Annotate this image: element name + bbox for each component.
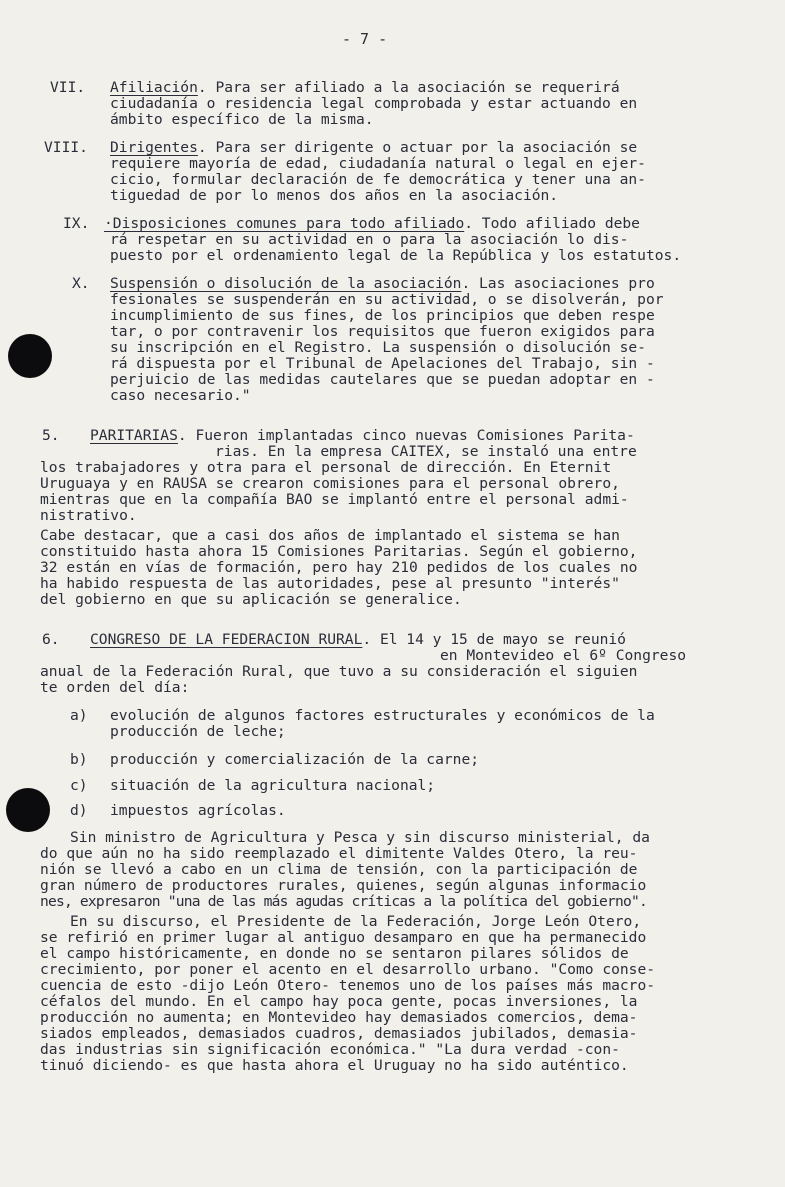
section-6-paragraph-line: crecimiento, por poner el acento en el desarrollo urbano. "Como conse-	[40, 961, 656, 978]
section-x-line: su inscripción en el Registro. La suspensión o disolución se-	[110, 339, 646, 356]
punch-hole	[6, 788, 50, 832]
section-5-line	[90, 428, 635, 444]
section-viii-line: requiere mayoría de edad, ciudadanía natural o legal en ejer-	[110, 155, 646, 172]
section-6-text: . El 14 y 15 de mayo se reunió	[362, 631, 626, 648]
section-6-paragraph-line: Sin ministro de Agricultura y Pesca y sin discurso ministerial, da	[70, 829, 650, 846]
section-vii-heading: Afiliación	[110, 79, 198, 96]
agenda-item-label: a)	[70, 707, 88, 724]
section-6-line: te orden del día:	[40, 679, 190, 696]
section-x-line: tar, o por contravenir los requisitos que fueron exigidos para	[110, 323, 655, 340]
section-vii-line: ciudadanía o residencia legal comprobada y estar actuando en	[110, 95, 638, 112]
section-6-paragraph-line: do que aún no ha sido reemplazado el dimitente Valdes Otero, la reu-	[40, 845, 638, 862]
section-viii-text: . Para ser dirigente o actuar por la asociación se	[197, 139, 638, 156]
section-6-paragraph-line: céfalos del mundo. En el campo hay poca gente, pocas inversiones, la	[40, 993, 638, 1010]
section-5-line: constituido hasta ahora 15 Comisiones Paritarias. Según el gobierno,	[40, 543, 638, 560]
section-6-line: en Montevideo el 6º Congreso	[440, 647, 687, 664]
agenda-item-text: impuestos agrícolas.	[110, 802, 286, 819]
section-6-heading: CONGRESO DE LA FEDERACION RURAL	[90, 631, 363, 648]
section-x-line: incumplimiento de sus fines, de los principios que deben respe	[110, 307, 655, 324]
section-viii-line	[110, 140, 637, 156]
section-vii-line	[110, 80, 620, 96]
section-5-heading: PARITARIAS	[90, 427, 178, 444]
section-5-line: ha habido respuesta de las autoridades, pese al presunto "interés"	[40, 575, 620, 592]
section-ix-heading: ·Disposiciones comunes para todo afiliado	[104, 215, 465, 232]
agenda-item-text: evolución de algunos factores estructurales y económicos de la	[110, 707, 655, 724]
section-6-line: anual de la Federación Rural, que tuvo a su consideración el siguien	[40, 663, 638, 680]
section-5-line: 32 están en vías de formación, pero hay 210 pedidos de los cuales no	[40, 559, 638, 576]
section-vii-number: VII.	[50, 79, 86, 96]
agenda-item-label: c)	[70, 777, 88, 794]
section-6-paragraph-line: siados empleados, demasiados cuadros, demasiados jubilados, demasia-	[40, 1025, 638, 1042]
section-viii-line: cicio, formular declaración de fe democrática y tener una an-	[110, 171, 646, 188]
agenda-item-label: b)	[70, 751, 88, 768]
section-6-paragraph-line: se refirió en primer lugar al antiguo desamparo en que ha permanecido	[40, 929, 647, 946]
section-6-paragraph-line: producción no aumenta; en Montevideo hay demasiados comercios, dema-	[40, 1009, 638, 1026]
section-5-number: 5.	[42, 427, 60, 444]
section-6-paragraph-line: nes, expresaron "una de las más agudas críticas a la política del gobierno".	[40, 893, 647, 910]
section-5-line: rias. En la empresa CAITEX, se instaló una entre	[215, 443, 637, 460]
section-6-line	[90, 632, 626, 648]
section-viii-number: VIII.	[44, 139, 88, 156]
section-x-line	[110, 276, 655, 292]
section-x-heading: Suspensión o disolución de la asociación	[110, 275, 462, 292]
section-ix-number: IX.	[63, 215, 90, 232]
section-6-paragraph-line: nión se llevó a cabo en un clima de tensión, con la participación de	[40, 861, 638, 878]
section-x-line: fesionales se suspenderán en su actividad, o se disolverán, por	[110, 291, 664, 308]
section-ix-line	[104, 216, 640, 232]
section-x-line: caso necesario."	[110, 387, 251, 404]
section-6-paragraph-line: das industrias sin significación económica." "La dura verdad -con-	[40, 1041, 620, 1058]
section-6-paragraph-line: gran número de productores rurales, quienes, según algunas informacio	[40, 877, 647, 894]
section-viii-line: tiguedad de por lo menos dos años en la asociación.	[110, 187, 559, 204]
section-vii-line: ámbito específico de la misma.	[110, 111, 374, 128]
section-x-number: X.	[72, 275, 90, 292]
section-vii-text: . Para ser afiliado a la asociación se requerirá	[197, 79, 620, 96]
section-5-line: mientras que en la compañía BAO se implantó entre el personal admi-	[40, 491, 629, 508]
agenda-item-text: producción de leche;	[110, 723, 286, 740]
section-5-line: nistrativo.	[40, 507, 137, 524]
section-x-text: . Las asociaciones pro	[461, 275, 655, 292]
section-5-line: Cabe destacar, que a casi dos años de implantado el sistema se han	[40, 527, 620, 544]
section-6-paragraph-line: En su discurso, el Presidente de la Federación, Jorge León Otero,	[70, 913, 642, 930]
section-5-text: . Fueron implantadas cinco nuevas Comisiones Parita-	[177, 427, 635, 444]
agenda-item-text: producción y comercialización de la carne;	[110, 751, 480, 768]
section-6-paragraph-line: el campo históricamente, en donde no se sentaron pilares sólidos de	[40, 945, 629, 962]
section-ix-line: rá respetar en su actividad en o para la asociación lo dis-	[110, 231, 629, 248]
section-ix-text: . Todo afiliado debe	[464, 215, 640, 232]
section-ix-line: puesto por el ordenamiento legal de la República y los estatutos.	[110, 247, 682, 264]
page-number: - 7 -	[342, 30, 388, 48]
agenda-item-label: d)	[70, 802, 88, 819]
section-x-line: perjuicio de las medidas cautelares que se puedan adoptar en -	[110, 371, 655, 388]
section-6-paragraph-line: tinuó diciendo- es que hasta ahora el Uruguay no ha sido auténtico.	[40, 1057, 629, 1074]
section-x-line: rá dispuesta por el Tribunal de Apelaciones del Trabajo, sin -	[110, 355, 655, 372]
section-viii-heading: Dirigentes	[110, 139, 198, 156]
section-5-line: del gobierno en que su aplicación se generalice.	[40, 591, 462, 608]
section-6-paragraph-line: cuencia de esto -dijo León Otero- tenemos uno de los países más macro-	[40, 977, 656, 994]
section-5-line: Uruguaya y en RAUSA se crearon comisiones para el personal obrero,	[40, 475, 620, 492]
section-5-line: los trabajadores y otra para el personal de dirección. En Eternit	[40, 459, 612, 476]
punch-hole	[8, 334, 52, 378]
agenda-item-text: situación de la agricultura nacional;	[110, 777, 436, 794]
section-6-number: 6.	[42, 631, 60, 648]
